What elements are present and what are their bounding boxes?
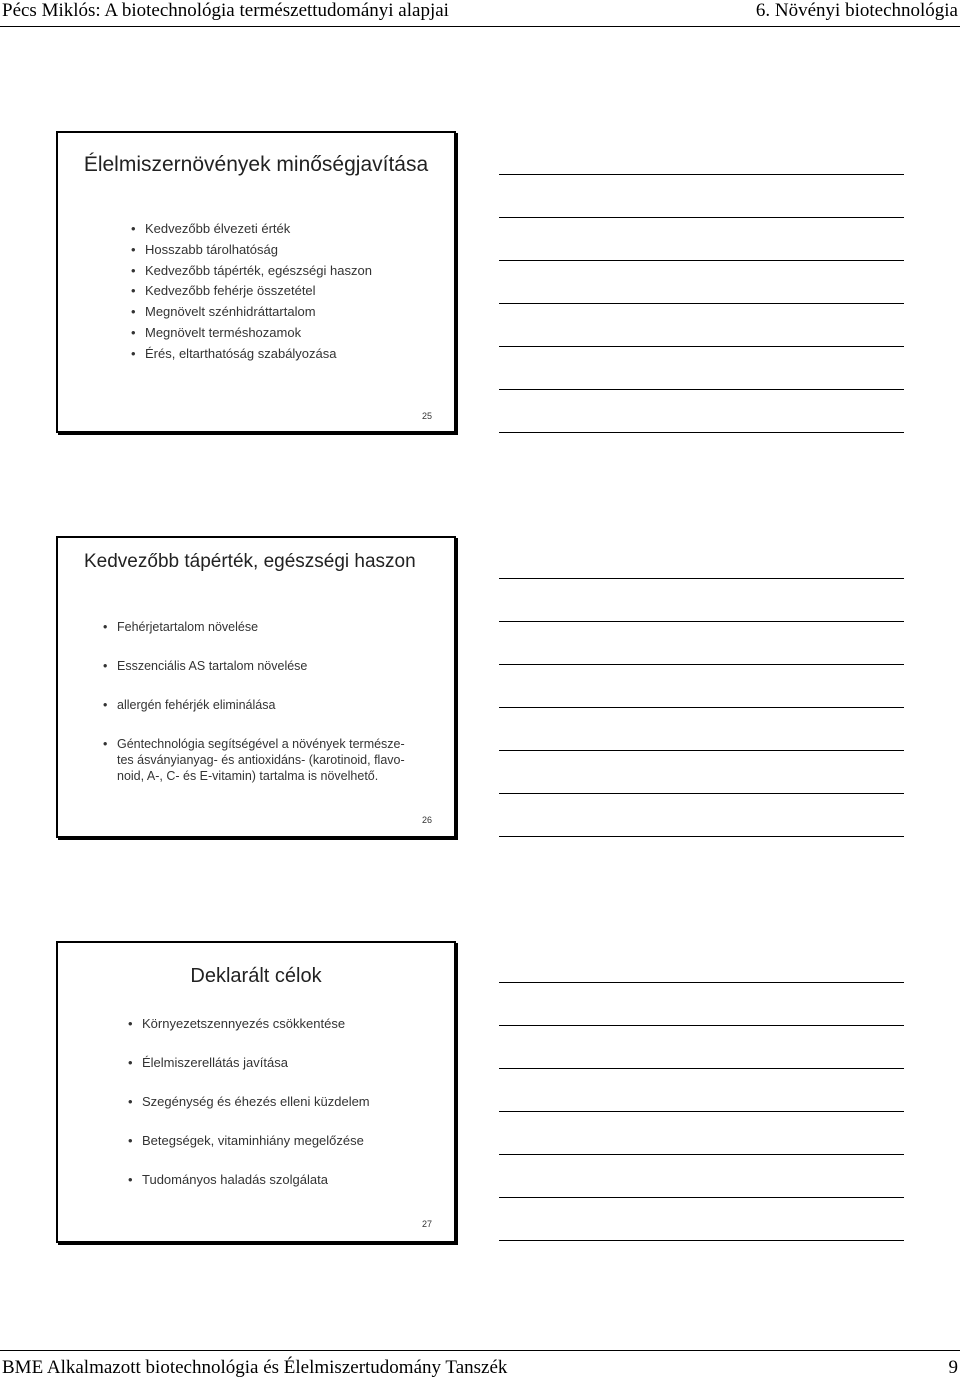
page-header: [0, 0, 960, 27]
note-line: [499, 260, 904, 261]
slide-26: [56, 536, 456, 838]
note-line: [499, 578, 904, 579]
bullet-list: [128, 1016, 370, 1211]
note-line: [499, 750, 904, 751]
bullet-item: • Géntechnológia segítségével a növények természe-tes ásványianyag- és antioxidáns- (karotinoid, flavo-noid, A-, C- és E-vitamin) tartalma is növelhető.: [103, 736, 417, 784]
bullet-item: • Hosszabb tárolhatóság: [131, 240, 372, 261]
bullet-item: • Kedvezőbb tápérték, egészségi haszon: [131, 261, 372, 282]
note-line: [499, 793, 904, 794]
bullet-item: • Kedvezőbb élvezeti érték: [131, 219, 372, 240]
note-line: [499, 664, 904, 665]
bullet-item: • Tudományos haladás szolgálata: [128, 1172, 370, 1188]
bullet-item: • Kedvezőbb fehérje összetétel: [131, 281, 372, 302]
note-line: [499, 303, 904, 304]
slide-number: 27: [421, 1219, 432, 1229]
bullet-item: • Fehérjetartalom növelése: [103, 619, 453, 635]
note-line: [499, 836, 904, 837]
bullet-list: [103, 619, 453, 807]
bullet-item: • Élelmiszerellátás javítása: [128, 1055, 370, 1071]
note-line: [499, 707, 904, 708]
note-line: [499, 1111, 904, 1112]
note-line: [499, 217, 904, 218]
note-line: [499, 432, 904, 433]
bullet-item: • Esszenciális AS tartalom növelése: [103, 658, 453, 674]
note-line: [499, 1068, 904, 1069]
slide-title: Kedvezőbb tápérték, egészségi haszon: [84, 551, 416, 572]
slide-title: Élelmiszernövények minőségjavítása: [83, 153, 429, 176]
bullet-item: • Megnövelt szénhidráttartalom: [131, 302, 372, 323]
note-line: [499, 346, 904, 347]
note-line: [499, 1154, 904, 1155]
header-course-title: Pécs Miklós: A biotechnológia természettudományi alapjai: [2, 0, 449, 21]
bullet-item: • allergén fehérjék eliminálása: [103, 697, 453, 713]
note-line: [499, 174, 904, 175]
page-footer: [0, 1350, 960, 1381]
bullet-item: • Betegségek, vitaminhiány megelőzése: [128, 1133, 370, 1149]
footer-department: BME Alkalmazott biotechnológia és Élelmiszertudomány Tanszék: [2, 1357, 508, 1378]
bullet-item: • Szegénység és éhezés elleni küzdelem: [128, 1094, 370, 1110]
slide-number: 26: [421, 815, 432, 825]
note-line: [499, 982, 904, 983]
note-line: [499, 1197, 904, 1198]
bullet-item: • Megnövelt terméshozamok: [131, 323, 372, 344]
bullet-list: [131, 219, 372, 365]
slide-number: 25: [421, 411, 432, 421]
note-line: [499, 621, 904, 622]
slide-title: Deklarált célok: [190, 965, 322, 987]
slide-27: [56, 941, 456, 1243]
note-line: [499, 1240, 904, 1241]
header-chapter-title: 6. Növényi biotechnológia: [755, 0, 958, 21]
slide-25: [56, 131, 456, 433]
bullet-item: • Környezetszennyezés csökkentése: [128, 1016, 370, 1032]
bullet-item: • Érés, eltarthatóság szabályozása: [131, 344, 372, 365]
note-line: [499, 389, 904, 390]
note-line: [499, 1025, 904, 1026]
page-number: 9: [948, 1357, 958, 1378]
